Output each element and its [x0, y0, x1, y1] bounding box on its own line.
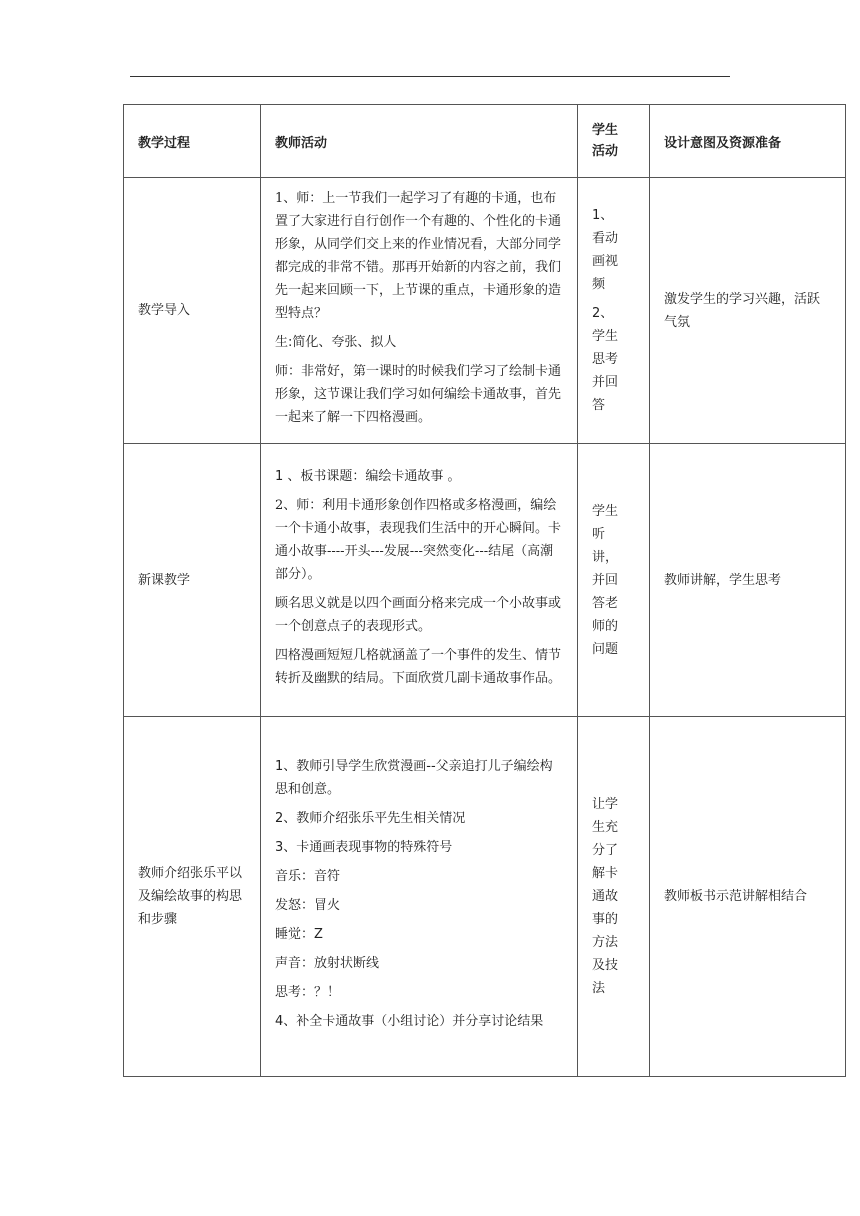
teacher-paragraph: 3、卡通画表现事物的特殊符号: [275, 839, 453, 855]
stage-cell: 新课教学: [124, 444, 261, 717]
student-activity-text: 让学生充分了解卡通故事的方法及技法: [592, 797, 619, 996]
teacher-paragraph: 2、师：利用卡通形象创作四格或多格漫画，编绘一个卡通小故事，表现我们生活中的开心瞬间。卡通小故事----开头---发展---突然变化---结尾（高潮部分）。: [275, 497, 562, 582]
teacher-paragraph: 1、教师引导学生欣赏漫画--父亲追打儿子编绘构思和创意。: [275, 758, 553, 797]
teacher-activity-cell: [261, 717, 578, 1077]
student-activity-cell: [578, 178, 650, 444]
student-activity-text: 学生听讲，并回答老师的问题: [592, 503, 619, 657]
teacher-paragraph: 4、补全卡通故事（小组讨论）并分享讨论结果: [275, 1013, 544, 1029]
student-activity-cell: [578, 717, 650, 1077]
stage-cell: 教学导入: [124, 178, 261, 444]
table-row: [124, 178, 846, 444]
teacher-paragraph: 睡觉：Z: [275, 926, 323, 942]
teacher-paragraph: 2、教师介绍张乐平先生相关情况: [275, 810, 466, 826]
lesson-plan-table: [123, 104, 846, 1077]
teacher-paragraph: 音乐：音符: [275, 868, 341, 884]
teacher-paragraph: 1 、板书课题：编绘卡通故事 。: [275, 468, 461, 484]
student-activity-text: 1、看动画视频: [592, 208, 619, 292]
design-intent-cell: 激发学生的学习兴趣，活跃气氛: [650, 178, 846, 444]
teacher-paragraph: 四格漫画短短几格就涵盖了一个事件的发生、情节转折及幽默的结局。下面欣赏几副卡通故事作品。: [275, 647, 562, 686]
design-intent-cell: 教师讲解，学生思考: [650, 444, 846, 717]
table-header-row: [124, 105, 846, 178]
header-teacher-activity: 教师活动: [261, 105, 578, 178]
header-student-activity: 学生活动: [578, 105, 650, 178]
header-design-intent: 设计意图及资源准备: [650, 105, 846, 178]
stage-cell: 教师介绍张乐平以及编绘故事的构思和步骤: [124, 717, 261, 1077]
header-rule: [130, 76, 730, 77]
teacher-paragraph: 生:简化、夸张、拟人: [275, 334, 397, 350]
teacher-paragraph: 顾名思义就是以四个画面分格来完成一个小故事或一个创意点子的表现形式。: [275, 595, 562, 634]
teacher-activity-cell: [261, 178, 578, 444]
teacher-activity-cell: [261, 444, 578, 717]
teacher-paragraph: 1、师：上一节我们一起学习了有趣的卡通，也布置了大家进行自行创作一个有趣的、个性化的卡通形象，从同学们交上来的作业情况看，大部分同学都完成的非常不错。那再开始新的内容之前，我们先一起来回顾一下，上节课的重点，卡通形象的造型特点？: [275, 190, 562, 321]
student-activity-cell: [578, 444, 650, 717]
header-stage: 教学过程: [124, 105, 261, 178]
teacher-paragraph: 思考：？！: [275, 984, 341, 1000]
teacher-paragraph: 师：非常好，第一课时的时候我们学习了绘制卡通形象，这节课让我们学习如何编绘卡通故事，首先一起来了解一下四格漫画。: [275, 363, 562, 425]
design-intent-cell: 教师板书示范讲解相结合: [650, 717, 846, 1077]
teacher-paragraph: 声音：放射状断线: [275, 955, 380, 971]
teacher-paragraph: 发怒：冒火: [275, 897, 341, 913]
table-row: [124, 444, 846, 717]
table-row: [124, 717, 846, 1077]
student-activity-text: 2、学生思考并回答: [592, 306, 619, 413]
